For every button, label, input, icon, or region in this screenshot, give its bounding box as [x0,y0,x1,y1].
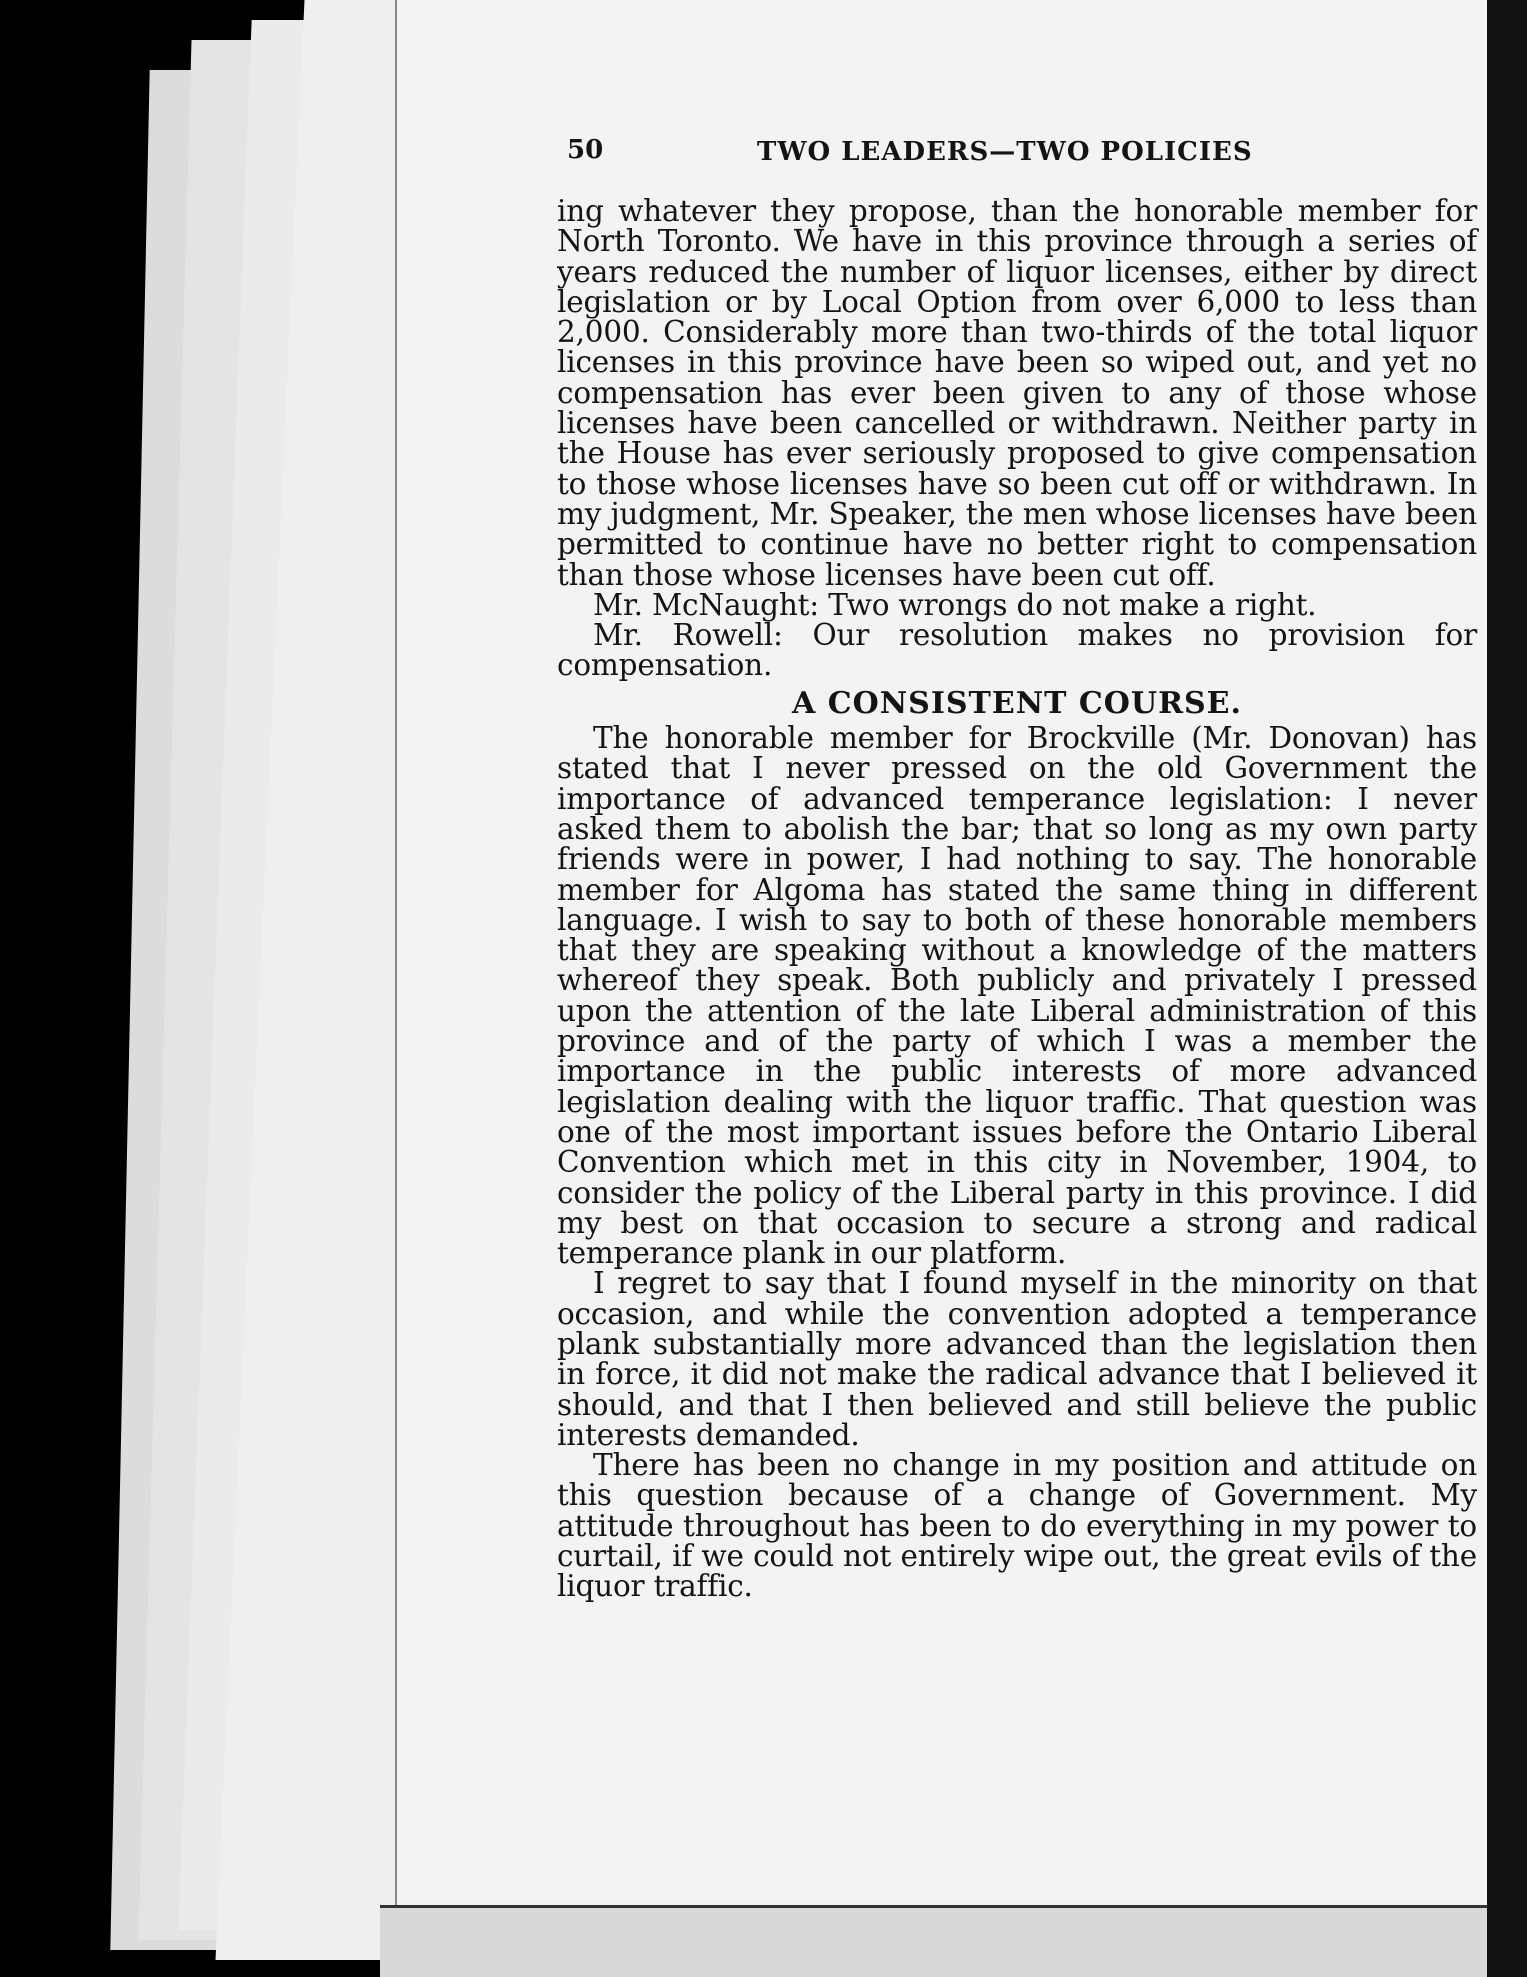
speaker-name: Mr. McNaught: [593,587,820,622]
paragraph: The honorable member for Brockville (Mr. Donovan) has stated that I never pressed on the old Government the importance of advanced temperance legislation: I never asked them to abolish the bar; that so long as my own party friends were in power, I had nothing to say. The honorable member for Algoma has stated the same thing in different language. I wish to say to both of these honorable members that they are speaking without a knowledge of the matters whereof they speak. Both publicly and privately I pressed upon the attention of the late Liberal administration of this province and of the party of which I was a member the importance in the public interests of more advanced legislation dealing with the liquor traffic. That question was one of the most important issues before the Ontario Liberal Convention which met in this city in November, 1904, to consider the policy of the Liberal party in this province. I did my best on that occasion to secure a strong and radical temperance plank in our platform. [557,721,1477,1271]
paragraph: There has been no change in my position and attitude on this question because of a change of Government. My attitude throughout has been to do everything in my power to curtail, if we could not entirely wipe out, the great evils of the liquor traffic. [557,1448,1477,1604]
running-head: TWO LEADERS—TWO POLICIES [757,137,1253,167]
body-text [557,196,1477,1602]
dialogue-text: Two wrongs do not make a right. [828,587,1317,622]
scan-border [1487,0,1527,1977]
page-number: 50 [567,135,604,165]
dialogue-line [557,587,1477,622]
book-page [395,0,1527,1977]
speaker-name: Mr. Rowell: [593,618,783,653]
page-bottom-edge [380,1905,1527,1977]
dialogue-line [557,620,1477,681]
page-header [557,135,1497,175]
dialogue-text: Our resolution makes no provision for compensation. [557,618,1477,683]
paragraph: I regret to say that I found myself in the minority on that occasion, and while the convention adopted a temperance plank substantially more advanced than the legislation then in force, it did not make the radical advance that I believed it should, and that I then believed and still believe the public interests demanded. [557,1266,1477,1452]
paragraph: ing whatever they propose, than the honorable member for North Toronto. We have in this province through a series of years reduced the number of liquor licenses, either by direct legislation or by Local Option from over 6,000 to less than 2,000. Considerably more than two-thirds of the total liquor licenses in this province have been so wiped out, and yet no compensation has ever been given to any of those whose licenses have been cancelled or withdrawn. Neither party in the House has ever seriously proposed to give compensation to those whose licenses have so been cut off or withdrawn. In my judgment, Mr. Speaker, the men whose licenses have been permitted to continue have no better right to compensation than those whose licenses have been cut off. [557,194,1477,592]
section-heading: A CONSISTENT COURSE. [792,685,1242,721]
